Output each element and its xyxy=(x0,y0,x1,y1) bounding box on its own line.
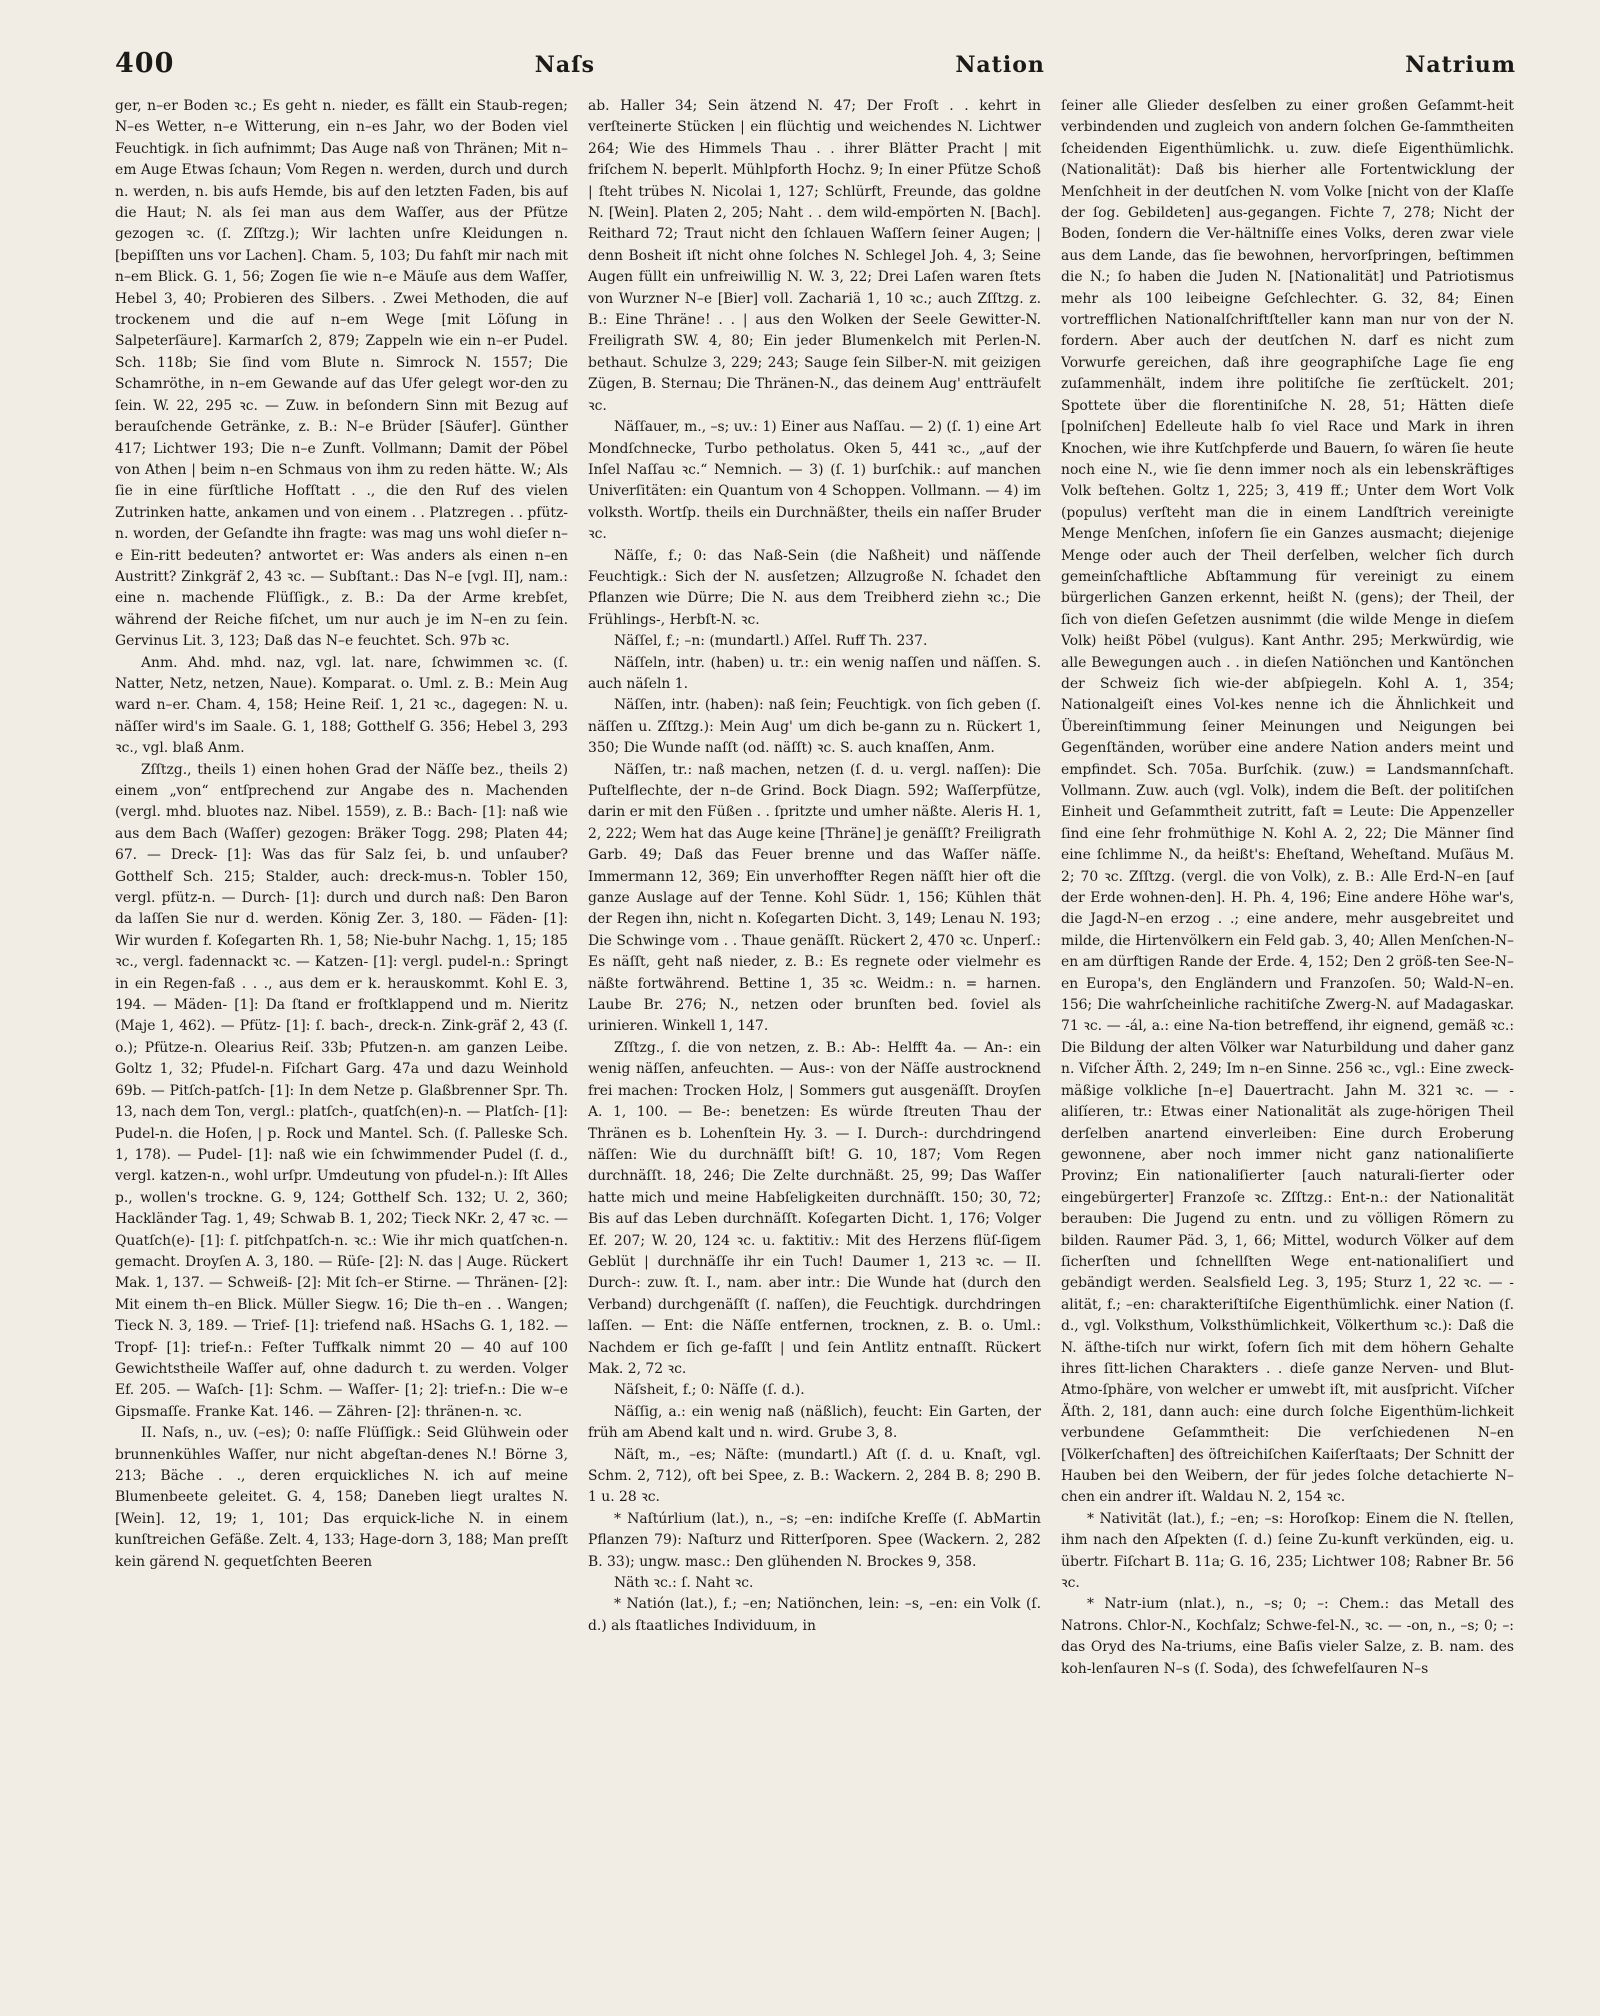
entry-paragraph: Näſſel, f.; –n: (mundartl.) Aſſel. Ruff Th. 237. xyxy=(614,633,928,650)
entry-paragraph: Näſſig, a.: ein wenig naß (näßlich), feucht: Ein Garten, der früh am Abend kalt und n. wird. Grube 3, 8. xyxy=(588,1403,1041,1442)
entry-paragraph: Näſſe, f.; 0: das Naß-Sein (die Naßheit) und näſſende Feuchtigk.: Sich der N. ausſetzen; Allzugroße N. ſchadet den Pflanzen wie Dürre; Die N. aus dem Treibherd ziehn ꝛc.; Die Frühlings-, Herbſt-N. ꝛc. xyxy=(588,547,1041,628)
entry-paragraph: ab. Haller 34; Sein ätzend N. 47; Der Froſt . . kehrt in verſteinerte Stücken | ein flüchtig und weichendes N. Lichtwer 264; Wie des Himmels Thau . . ihrer Blätter Pracht | mit friſchem N. beperlt. Mühlpforth Hochz. 9; In einer Pfütze Schoß | ſteht trübes N. Nicolai 1, 127; Schlürft, Freunde, das goldne N. [Wein]. Platen 2, 205; Naht . . dem wild-empörten N. [Bach]. Reithard 72; Traut nicht den ſchlauen Waſſern ſeiner Augen; | denn Bosheit iſt nicht ohne ſolches N. Schlegel Joh. 4, 3; Seine Augen füllt ein unfreiwillig N. W. 3, 22; Drei Laſen waren ſtets von Wurzner N–e [Bier] voll. Zachariä 1, 10 ꝛc.; auch Zſſtzg. z. B.: Eine Thräne! . . | aus den Wolken der Seele Gewitter-N. Freiligrath SW. 4, 80; Ein jeder Blumenkelch mit Perlen-N. bethaut. Schulze 3, 229; 243; Sauge ſein Silber-N. mit geizigen Zügen, B. Sternau; Die Thränen-N., das deinem Aug' entträufelt ꝛc. xyxy=(588,98,1041,414)
entry-paragraph: Näſsheit, f.; 0: Näſſe (ſ. d.). xyxy=(614,1382,805,1399)
entry-paragraph: Näth ꝛc.: ſ. Naht ꝛc. xyxy=(614,1575,754,1592)
entry-paragraph: * Natión (lat.), f.; –en; Natiönchen, lein: –s, –en: ein Volk (ſ. d.) als ſtaatliches Individuum, in xyxy=(588,1596,1041,1634)
entry-paragraph: Anm. Ahd. mhd. naz, vgl. lat. nare, ſchwimmen ꝛc. (ſ. Natter, Netz, netzen, Naue). Komparat. o. Uml. z. B.: Mein Aug ward n–er. Cham. 4, 158; Heine Reiſ. 1, 21 ꝛc., dagegen: N. u. näſſer wird's im Saale. G. 1, 188; Gotthelf G. 356; Hebel 3, 293 ꝛc., vgl. blaß Anm. xyxy=(115,654,568,757)
entry-paragraph: Zſſtzg., theils 1) einen hohen Grad der Näſſe bez., theils 2) einem „von“ entſprechend zur Angabe des n. Machenden (vergl. mhd. bluotes naz. Nibel. 1559), z. B.: Bach- [1]: naß wie aus dem Bach (Waſſer) gezogen: Bräker Togg. 298; Platen 44; 67. — Dreck- [1]: Was das für Salz ſei, b. und unſauber? Gotthelf Sch. 215; Stalder, auch: dreck-mus-n. Tobler 150, vergl. pfütz-n. — Durch- [1]: durch und durch naß: Den Baron da laſſen Sie nur d. werden. König Zer. 3, 180. — Fäden- [1]: Wir wurden f. Koſegarten Rh. 1, 58; Nie-buhr Nachg. 1, 15; 185 ꝛc., vergl. fadennackt ꝛc. — Katzen- [1]: vergl. pudel-n.: Springt in ein Regen-faß . . ., aus dem er k. herauskommt. Kohl E. 3, 194. — Mäden- [1]: Da ſtand er froſtklappend und m. Nieritz (Maje 1, 462). — Pfütz- [1]: ſ. bach-, dreck-n. Zink-gräf 2, 43 (ſ. o.); Pfütze-n. Olearius Reiſ. 33b; Pfutzen-n. am ganzen Leibe. Goltz 1, 32; Pfudel-n. Fiſchart Garg. 47a und dazu Weinhold 69b. — Pitſch-patſch- [1]: In dem Netze p. Glaßbrenner Spr. Th. 13, nach dem Ton, vergl.: platſch-, quatſch(en)-n. — Platſch- [1]: Pudel-n. die Hoſen, | p. Rock und Mantel. Sch. (ſ. Palleske Sch. 1, 178). — Pudel- [1]: naß wie ein ſchwimmender Pudel (ſ. d., vergl. katzen-n., wohl urſpr. Umdeutung von pfudel-n.): Iſt Alles p., wollen's trockne. G. 9, 124; Gotthelf Sch. 132; U. 2, 360; Hackländer Tag. 1, 49; Schwab B. 1, 202; Tieck NKr. 2, 47 ꝛc. — Quatſch(e)- [1]: ſ. pitſchpatſch-n. ꝛc.: Wie ihr mich quatſchen-n. gemacht. Droyſen A. 3, 180. — Rüſe- [2]: N. das | Auge. Rückert Mak. 1, 137. — Schweiß- [2]: Mit ſch–er Stirne. — Thränen- [2]: Mit einem th–en Blick. Müller Siegw. 16; Die th–en . . Wangen; Tieck N. 3, 189. — Trief- [1]: triefend naß. HSachs G. 1, 182. — Tropf- [1]: trief-n.: Feſter Tuffkalk nimmt 20 — 40 auf 100 Gewichtstheile Waſſer auf, ohne dadurch t. zu werden. Volger Ef. 205. — Waſch- [1]: Schm. — Waſſer- [1; 2]: trief-n.: Die w–e Gipsmaſſe. Franke Kat. 146. — Zähren- [2]: thränen-n. ꝛc. xyxy=(115,761,568,1420)
entry-paragraph: * Natr-ium (nlat.), n., –s; 0; –: Chem.: das Metall des Natrons. Chlor-N., Kochſalz; Schwe-fel-N., ꝛc. — -on, n., –s; 0; –: das Oryd des Na-triums, eine Baſis vieler Salze, z. B. nam. des koh-lenſauren N–s (ſ. Soda), des ſchwefelſauren N–s xyxy=(1061,1596,1514,1677)
entry-paragraph: II. Naſs, n., uv. (–es); 0: naſſe Flüſſigk.: Seid Glühwein oder brunnenkühles Waſſer, nur nicht abgeſtan-denes N.! Börne 3, 213; Bäche . ., deren erquickliches N. ich auf meine Blumenbeete geleitet. G. 4, 158; Daneben liegt uraltes N. [Wein]. 12, 19; 1, 101; Das erquick-liche N. in einem kunſtreichen Gefäße. Zelt. 4, 133; Hage-dorn 3, 188; Man preſſt kein gärend N. gequetſchten Beeren xyxy=(115,1425,568,1570)
page-header xyxy=(115,48,1516,84)
right-running-head: Natrium xyxy=(1405,52,1516,78)
entry-paragraph: Zſſtzg., ſ. die von netzen, z. B.: Ab-: Helfft 4a. — An-: ein wenig näſſen, anfeuchten. — Aus-: von der Näſſe austrocknend frei machen: Trocken Holz, | Sommers gut ausgenäſſt. Droyſen A. 1, 100. — Be-: benetzen: Es würde ſtreuten Thau der Thränen es b. Lohenſtein Hy. 3. — I. Durch-: durchdringend näſſen: Wie du durchnäſſt biſt! G. 10, 187; Vom Regen durchnäſſt. 18, 246; Die Zelte durchnäßt. 25, 99; Das Waſſer hatte mich und meine Habſeligkeiten durchnäſſt. 150; 30, 72; Bis auf das Leben durchnäſſt. Koſegarten Dicht. 1, 176; Volger Ef. 207; W. 20, 124 ꝛc. u. faktitiv.: Mit des Herzens flüſ-ſigem Geblüt | durchnäſſe ihr ein Tuch! Daumer 1, 213 ꝛc. — II. Durch-: zuw. ſt. I., nam. aber intr.: Die Wunde hat (durch den Verband) durchgenäſſt (ſ. naſſen), die Feuchtigk. durchdringen laſſen. — Ent: die Näſſe entfernen, trocknen, z. B. o. Uml.: Nachdem er ſich ge-faſſt | und ſein Antlitz entnaſſt. Rückert Mak. 2, 72 ꝛc. xyxy=(588,1039,1041,1377)
column-right xyxy=(1061,96,1514,1991)
entry-paragraph: Näſſauer, m., –s; uv.: 1) Einer aus Naſſau. — 2) (ſ. 1) eine Art Mondſchnecke, Turbo petholatus. Oken 5, 441 ꝛc., „auf der Inſel Naſſau ꝛc.“ Nemnich. — 3) (ſ. 1) burſchik.: auf manchen Univerſitäten: ein Quantum von 4 Schoppen. Vollmann. — 4) im volksth. Wortſp. theils ein Durchnäßter, theils ein naſſer Bruder ꝛc. xyxy=(588,419,1041,543)
column-left xyxy=(115,96,568,1991)
page-number: 400 xyxy=(115,48,175,79)
entry-paragraph: Näſſen, intr. (haben): naß ſein; Feuchtigk. von ſich geben (ſ. näſſen u. Zſſtzg.): Mein Aug' um dich be-gann zu n. Rückert 1, 350; Die Wunde naſſt (od. näſſt) ꝛc. S. auch knaſſen, Anm. xyxy=(588,697,1041,757)
entry-paragraph: Näſſen, tr.: naß machen, netzen (ſ. d. u. vergl. naſſen): Die Puſtelflechte, der n–de Grind. Bock Diagn. 592; Waſſerpfütze, darin er mit den Füßen . . ſpritzte und umher näßte. Aleris H. 1, 2, 222; Wem hat das Auge keine [Thräne] je genäſſt? Freiligrath Garb. 49; Daß das Feuer brenne und das Waſſer näſſe. Immermann 12, 369; Ein unverhoffter Regen näſſt hier oft die ganze Auslage auf der Tenne. Kohl Südr. 1, 156; Kühlen thät der Regen ihn, nicht n. Koſegarten Dicht. 3, 149; Lenau N. 193; Die Schwinge vom . . Thaue genäſſt. Rückert 2, 470 ꝛc. Unperſ.: Es näſſt, geht naß nieder, z. B.: Es regnete oder vielmehr es näßte fortwährend. Bettine 1, 35 ꝛc. Weidm.: n. = harnen. Laube Br. 276; N., netzen oder brunſten bed. ſoviel als urinieren. Winkell 1, 147. xyxy=(588,761,1041,1035)
entry-paragraph: Näſſeln, intr. (haben) u. tr.: ein wenig naſſen und näſſen. S. auch näſeln 1. xyxy=(588,654,1041,692)
entry-paragraph: * Nativität (lat.), f.; –en; –s: Horoſkop: Einem die N. ſtellen, ihm nach den Aſpekten (ſ. d.) ſeine Zu-kunft verkünden, eig. u. übertr. Fiſchart B. 11a; G. 16, 235; Lichtwer 108; Rabner Br. 56 ꝛc. xyxy=(1061,1510,1514,1592)
entry-paragraph: Näſt, m., –es; Näſte: (mundartl.) Aſt (ſ. d. u. Knaſt, vgl. Schm. 2, 712), oft bei Spee, z. B.: Wackern. 2, 284 B. 8; 290 B. 1 u. 28 ꝛc. xyxy=(588,1446,1041,1506)
left-running-head: Naſs xyxy=(534,52,595,78)
column-middle xyxy=(588,96,1041,1991)
entry-paragraph: ger, n–er Boden ꝛc.; Es geht n. nieder, es fällt ein Staub-regen; N–es Wetter, n–e Witterung, ein n–es Jahr, wo der Boden viel Feuchtigk. in ſich aufnimmt; Das Auge naß von Thränen; Mit n–em Auge Etwas ſchaun; Vom Regen n. werden, durch und durch n. werden, n. bis aufs Hemde, bis auf den letzten Faden, bis auf die Haut; N. als ſei man aus dem Waſſer, aus der Pfütze gezogen ꝛc. (ſ. Zſſtzg.); Wir lachten unſre Kleidungen n. [bepiſſten uns vor Lachen]. Cham. 5, 103; Du fahſt mir nach mit n–em Blick. G. 1, 56; Zogen ſie wie n–e Mäuſe aus dem Waſſer, Hebel 3, 40; Probieren des Silbers. . Zwei Methoden, die auf trockenem und die auf n–em Wege [mit Löſung in Salpeterſäure]. Karmarſch 2, 879; Zappeln wie ein n–er Pudel. Sch. 118b; Sie ſind vom Blute n. Simrock N. 1557; Die Schamröthe, in n–em Gewande auf das Ufer gelegt wor-den zu ſein. W. 22, 295 ꝛc. — Zuw. in beſondern Sinn mit Bezug auf berauſchende Getränke, z. B.: N–e Brüder [Säufer]. Günther 417; Lichtwer 193; Die n–e Zunft. Vollmann; Damit der Pöbel von Athen | beim n–en Schmaus von ihm zu reden hätte. W.; Als ſie in eine fürſtliche Hofſtatt . ., die den Ruf des vielen Zutrinken hatte, ankamen und von einem . . Platzregen . . pfütz-n. worden, der Geſandte ihn fragte: was mag uns wohl dieſer n–e Ein-ritt bedeuten? antwortet er: Was anders als einen n–en Austritt? Zinkgräf 2, 43 ꝛc. — Subſtant.: Das N–e [vgl. II], nam.: eine n. machende Flüſſigk., z. B.: Da der Arme krebſet, während der Reiche fiſchet, um nur auch je im N–en zu ſein. Gervinus Lit. 3, 123; Daß das N–e feuchtet. Sch. 97b ꝛc. xyxy=(115,98,568,650)
entry-paragraph: ſeiner alle Glieder desſelben zu einer großen Geſammt-heit verbindenden und zugleich von andern ſolchen Ge-ſammtheiten ſcheidenden Eigenthümlichk. u. zuw. dieſe Eigenthümlichk. (Nationalität): Daß bis hierher alle Fortentwicklung der Menſchheit in der deutſchen N. vom Volke [nicht von der Klaſſe der ſog. Gebildeten] aus-gegangen. Fichte 7, 278; Nicht der Boden, ſondern die Ver-hältniſſe eines Volks, deren zwar viele aus dem Lande, das ſie bewohnen, hervorſpringen, beſtimmen die N.; ſo haben die Juden N. [Nationalität] und Patriotismus mehr als 100 leibeigne Geſchlechter. G. 32, 84; Einen vortrefflichen Nationalſchriftſteller kann man nur von der N. fordern. Aber auch der deutſchen N. darf es nicht zum Vorwurfe gereichen, daß ihre geographiſche Lage ſie eng zuſammenhält, indem ihre politiſche ſie zerſtückelt. 201; Spottete über die florentiniſche N. 28, 51; Hätten dieſe [polniſchen] Edelleute halb ſo viel Race und Mark in ihren Knochen, wie ihre Kutſchpferde und Bauern, ſo wären ſie heute noch eine N., wie ſie denn immer noch als ein lebenskräftiges Volk beſtehen. Goltz 1, 225; 3, 419 ff.; Unter dem Wort Volk (populus) verſteht man die in einem Landſtrich vereinigte Menge Menſchen, inſofern ſie ein Ganzes ausmacht; diejenige Menge oder auch der Theil derſelben, welcher ſich durch gemeinſchaftliche Abſtammung für vereinigt zu einem bürgerlichen Ganzen erkennt, heißt N. (gens); der Theil, der ſich von dieſen Geſetzen ausnimmt (die wilde Menge in dieſem Volk) heißt Pöbel (vulgus). Kant Anthr. 295; Merkwürdig, wie alle Bewegungen auch . . in dieſen Natiönchen und Kantönchen der Schweiz ſich wie-der abſpiegeln. Kohl A. 1, 354; Nationalgeiſt eines Vol-kes nenne ich die Ähnlichkeit und Übereinſtimmung ſeiner Meinungen und Neigungen bei Gegenſtänden, worüber eine andere Nation anders meint und empfindet. Sch. 705a. Burſchik. (zuw.) = Landsmannſchaft. Vollmann. Zuw. auch (vgl. Volk), indem die Beſt. der politiſchen Einheit und Geſammtheit zutritt, faſt = Leute: Die Appenzeller ſind eine ſehr frohmüthige N. Kohl A. 2, 22; Die Männer ſind eine ſchlimme N., da heißt's: Eheſtand, Weheſtand. Muſäus M. 2; 70 ꝛc. Zſſtzg. (vergl. die von Volk), z. B.: Alle Erd-N–en [auf der Erde wohnen-den]. H. Ph. 4, 196; Eine andere Höhe war's, die Jagd-N–en erzog . .; eine andere, mehr ausgebreitet und milde, die Hirtenvölkern ein Feld gab. 3, 40; Allen Menſchen-N–en am dürftigen Rande der Erde. 4, 152; Den 2 größ-ten See-N–en Europa's, den Engländern und Franzoſen. 50; Wald-N–en. 156; Die wahrſcheinliche rachitiſche Zwerg-N. auf Madagaskar. 71 ꝛc. — -ál, a.: eine Na-tion betreffend, ihr eignend, gemäß ꝛc.: Die Bildung der alten Völker war Naturbildung und daher ganz n. Viſcher Äſth. 2, 249; Im n–en Sinne. 256 ꝛc., vgl.: Eine zweck-mäßige volkliche [n–e] Dauertracht. Jahn M. 321 ꝛc. — -aliſíeren, tr.: Etwas einer Nationalität als zuge-hörigen Theil derſelben anartend einverleiben: Eine durch Eroberung gewonnene, aber noch immer nicht ganz nationaliſierte Provinz; Ein nationaliſierter [auch naturali-ſierter oder eingebürgerter] Franzoſe ꝛc. Zſſtzg.: Ent-n.: der Nationalität berauben: Die Jugend zu entn. und zu völligen Römern zu bilden. Raumer Päd. 3, 1, 66; Mittel, wodurch Völker auf dem ſicherſten und ſchnellſten Wege ent-nationaliſiert und gebändigt werden. Sealsfield Leg. 3, 195; Sturz 1, 22 ꝛc. — -alität, f.; –en: charakteriſtiſche Eigenthümlichk. einer Nation (ſ. d., vgl. Volksthum, Volksthümlichkeit, Völkerthum ꝛc.): Daß die N. äſthe-tiſch nur wirkt, ſofern ſich mit dem höhern Gehalte ihres ſitt-lichen Charakters . . dieſe ganze Nerven- und Blut-Atmo-ſphäre, von welcher er umwebt iſt, mit ausſpricht. Viſcher Äſth. 2, 181, dann auch: eine durch ſolche Eigenthüm-lichkeit verbundene Geſammtheit: Die verſchiedenen N–en [Völkerſchaften] des öſtreichiſchen Kaiſerſtaats; Der Schnitt der Hauben bei den Weibern, der für jedes ſolche detachierte N–chen ein andrer iſt. Waldau N. 2, 154 ꝛc. xyxy=(1061,98,1514,1506)
middle-running-head: Nation xyxy=(955,52,1045,78)
entry-paragraph: * Naſtúrlium (lat.), n., –s; –en: indiſche Kreſſe (ſ. AbMartin Pflanzen 79): Naſturz und Ritterſporen. Spee (Wackern. 2, 282 B. 33); ungw. masc.: Den glühenden N. Brockes 9, 358. xyxy=(588,1510,1041,1570)
text-columns xyxy=(115,96,1516,1991)
